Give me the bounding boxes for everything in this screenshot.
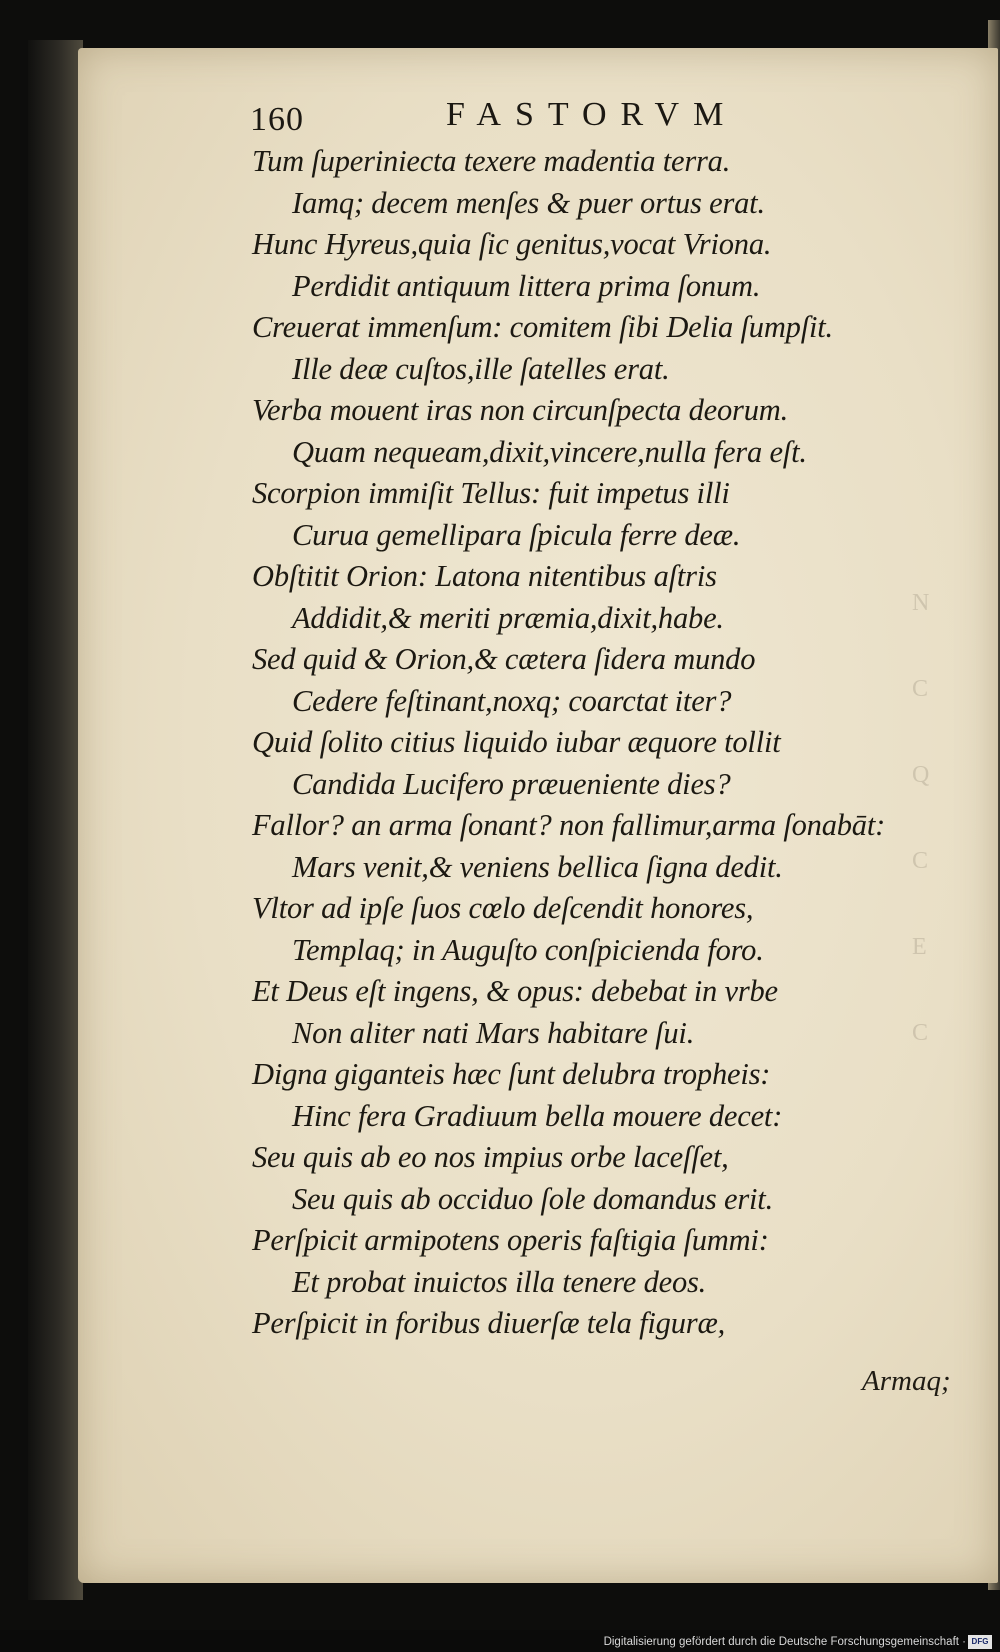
verse-line: Digna giganteis hæc ſunt delubra tropheis: — [252, 1057, 771, 1091]
verse-line: Obſtitit Orion: Latona nitentibus aſtris — [252, 559, 717, 593]
verse-line: Perdidit antiquum littera prima ſonum. — [292, 268, 761, 303]
page-number: 160 — [250, 101, 304, 138]
verse-line: Perſpicit in foribus diuerſæ tela figuræ, — [252, 1306, 726, 1340]
verse-line: Perſpicit armipotens operis faſtigia ſummi: — [252, 1223, 769, 1257]
dfg-logo: DFG — [968, 1635, 992, 1649]
verse-line: Addidit,& meriti præmia,dixit,habe. — [292, 600, 724, 635]
verse-line: Cedere feſtinant,noxq; coarctat iter? — [292, 683, 732, 718]
footer-bar — [0, 1630, 1000, 1652]
verse-line: Iamq; decem menſes & puer ortus erat. — [292, 185, 765, 220]
verse-line: Sed quid & Orion,& cætera ſidera mundo — [252, 642, 756, 676]
verse-line: Mars venit,& veniens bellica ſigna dedit. — [292, 849, 783, 884]
funding-notice: Digitalisierung gefördert durch die Deutsche Forschungsgemeinschaft · — [603, 1636, 966, 1648]
verse-line: Quam nequeam,dixit,vincere,nulla fera eſt. — [292, 434, 807, 469]
verse-line: Hinc fera Gradiuum bella mouere decet: — [292, 1098, 783, 1133]
verse-line: Tum ſuperiniecta texere madentia terra. — [252, 144, 731, 178]
verse-line: Hunc Hyreus,quia ſic genitus,vocat Vriona. — [252, 227, 772, 261]
verse-line: Vltor ad ipſe ſuos cœlo deſcendit honores, — [252, 891, 754, 925]
verse-line: Non aliter nati Mars habitare ſui. — [292, 1015, 695, 1050]
verse-line: Scorpion immiſit Tellus: fuit impetus illi — [252, 476, 730, 510]
verse-line: Et probat inuictos illa tenere deos. — [292, 1264, 707, 1299]
verse-line: Quid ſolito citius liquido iubar æquore tollit — [252, 725, 781, 759]
verse-line: Candida Lucifero præueniente dies? — [292, 766, 731, 801]
verse-line: Ille deæ cuſtos,ille ſatelles erat. — [292, 351, 670, 386]
running-head: FASTORVM — [446, 96, 738, 133]
verse-line: Curua gemellipara ſpicula ferre deæ. — [292, 517, 741, 552]
verse-line: Creuerat immenſum: comitem ſibi Delia ſumpſit. — [252, 310, 833, 344]
verse-block — [252, 141, 962, 1345]
verse-line: Fallor? an arma ſonant? non fallimur,arma ſonabāt: — [252, 808, 886, 842]
verse-line: Seu quis ab occiduo ſole domandus erit. — [292, 1181, 773, 1216]
show-through-text: N C Q C E C — [912, 590, 930, 1046]
binding-edge — [28, 40, 83, 1600]
verse-line: Verba mouent iras non circunſpecta deorum. — [252, 393, 788, 427]
verse-line: Seu quis ab eo nos impius orbe laceſſet, — [252, 1140, 729, 1174]
verse-line: Templaq; in Auguſto conſpicienda foro. — [292, 932, 764, 967]
verse-line: Et Deus eſt ingens, & opus: debebat in vrbe — [252, 974, 778, 1008]
catchword: Armaq; — [862, 1365, 951, 1397]
